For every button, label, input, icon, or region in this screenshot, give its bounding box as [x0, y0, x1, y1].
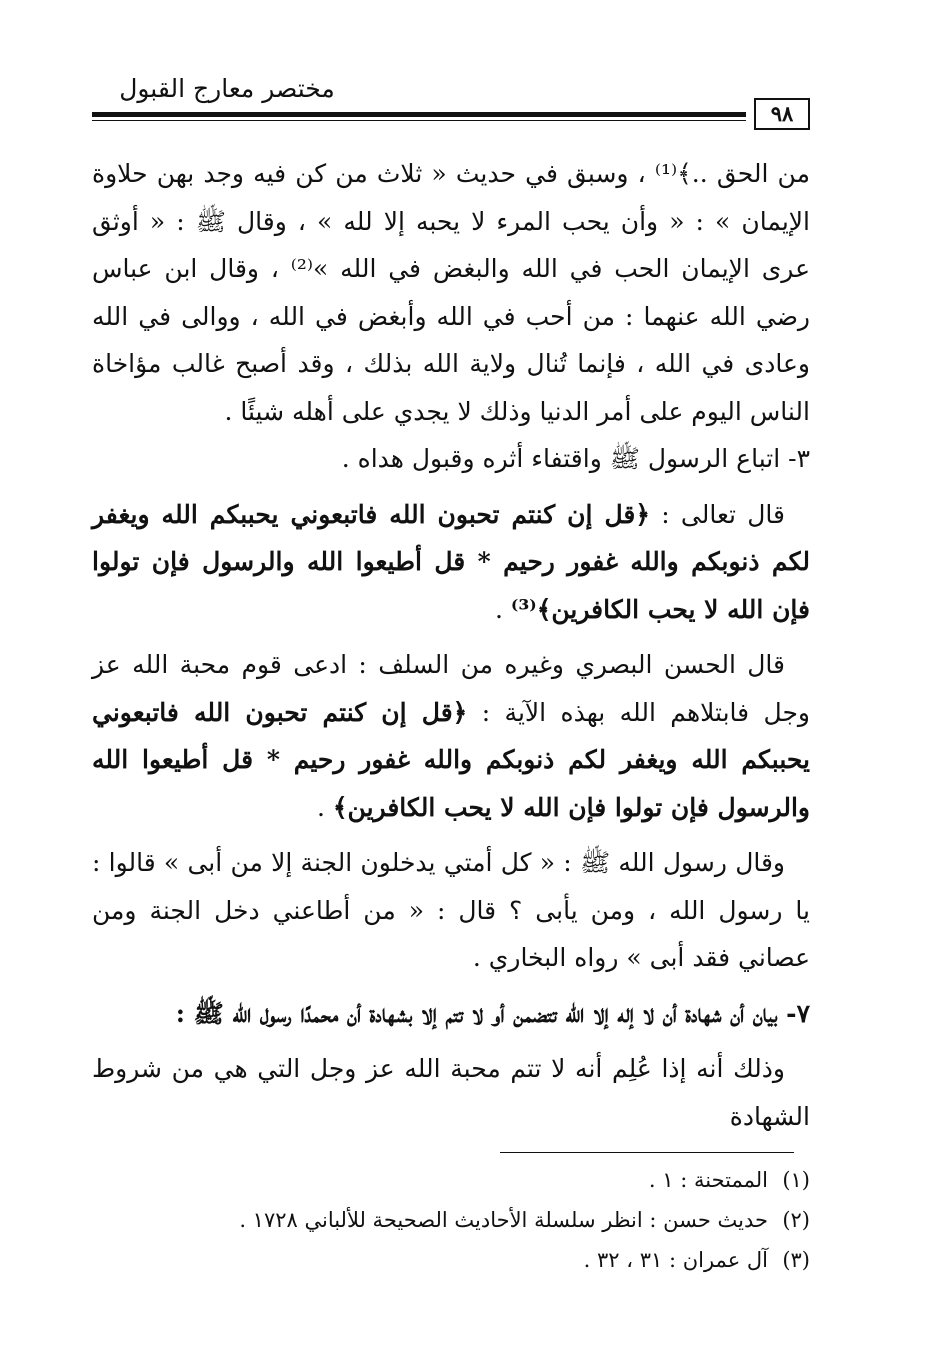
- footnote-separator: [500, 1152, 794, 1153]
- quote-end: .: [316, 792, 333, 822]
- section-heading: ٧- بيان أن شهادة أن لا إله إلا الله تتضمن أو لا تتم إلا بشهادة أن محمدًا رسول الله ﷺ :: [175, 998, 810, 1028]
- list-item-follow-messenger: ٣- اتباع الرسول ﷺ واقتفاء أثره وقبول هداه .: [341, 444, 810, 473]
- page-body: [92, 150, 810, 1140]
- paragraph-explanation: وذلك أنه إذا عُلِم أنه لا تتم محبة الله عز وجل التي هي من شروط الشهادة: [92, 1054, 810, 1131]
- header-rule-thin: [92, 120, 746, 121]
- paragraph-hadith: وقال رسول الله ﷺ : « كل أمتي يدخلون الجنة إلا من أبى » قالوا : يا رسول الله ، ومن يأبى ؟ قال : « من أطاعني دخل الجنة ومن عصاني فقد أبى » رواه البخاري .: [92, 848, 810, 972]
- quran-verse: ﴿قل إن كنتم تحبون الله فاتبعوني يحببكم الله ويغفر لكم ذنوبكم والله غفور رحيم * قل أطيعوا الله والرسول فإن تولوا فإن الله لا يحب الكافرين﴾⁽³⁾: [92, 499, 810, 624]
- paragraph-continuation: من الحق ..﴾⁽¹⁾ ، وسبق في حديث « ثلاث من كن فيه وجد بهن حلاوة الإيمان » : « وأن يحب المرء لا يحبه إلا لله » ، وقال ﷺ : « أوثق عرى الإيمان الحب في الله والبغض في الله »⁽²⁾ ، وقال ابن عباس رضي الله عنهما : من أحب في الله وأبغض في الله ، ووالى في الله وعادى في الله ، فإنما تُنال ولاية الله بذلك ، وقد أصبح غالب مؤاخاة الناس اليوم على أمر الدنيا وذلك لا يجدي على أهله شيئًا .: [92, 159, 810, 426]
- footnote-text: آل عمران : ٣١ ، ٣٢ .: [583, 1248, 768, 1272]
- footnote-number: (٣): [782, 1248, 810, 1272]
- quran-verse: ﴿قل إن كنتم تحبون الله فاتبعوني يحببكم الله ويغفر لكم ذنوبكم والله غفور رحيم * قل أطيعوا الله والرسول فإن تولوا فإن الله لا يحب الكافرين﴾: [92, 697, 810, 822]
- paragraph-quran-quote: [92, 491, 810, 634]
- paragraph-hasan-basri: [92, 641, 810, 831]
- footnote-text: الممتحنة : ١ .: [648, 1168, 768, 1192]
- page-number: ٩٨: [754, 98, 810, 130]
- footnote-number: (١): [782, 1168, 810, 1192]
- footnote: [92, 1240, 810, 1280]
- footnote-text: حديث حسن : انظر سلسلة الأحاديث الصحيحة للألباني ١٧٢٨ .: [239, 1208, 768, 1232]
- footnote-number: (٢): [782, 1208, 810, 1232]
- quote-lead: قال الحسن البصري وغيره من السلف : ادعى قوم محبة الله عز وجل فابتلاهم الله بهذه الآية :: [92, 650, 810, 727]
- quote-lead: قال تعالى :: [649, 499, 785, 529]
- page-header: [92, 70, 810, 136]
- footnote: [92, 1160, 810, 1200]
- header-rule-thick: [92, 112, 746, 117]
- footnote: [92, 1200, 810, 1240]
- quote-end: .: [494, 594, 511, 624]
- running-title: مختصر معارج القبول: [119, 74, 335, 103]
- footnotes: [92, 1160, 810, 1280]
